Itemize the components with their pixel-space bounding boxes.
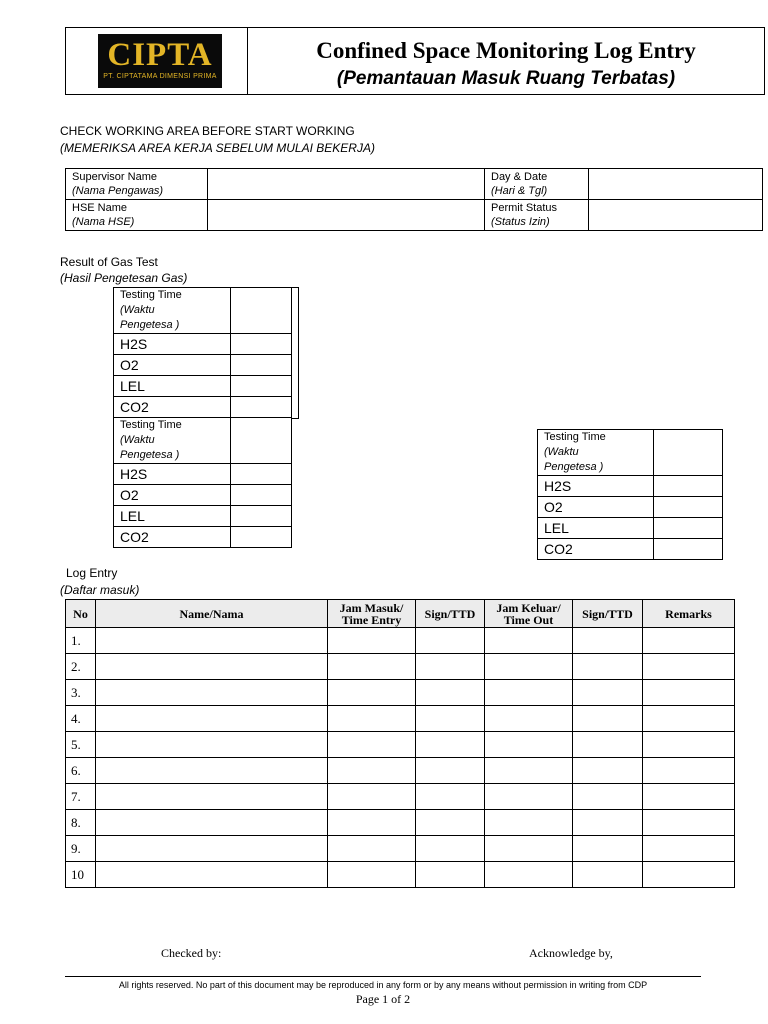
info-row-supervisor [66,169,763,200]
time-entry-field[interactable] [328,862,416,888]
co2-value-field[interactable] [654,539,723,560]
name-field[interactable] [96,706,328,732]
h2s-value-field[interactable] [654,476,723,497]
gas-label-co2: CO2 [538,539,654,560]
col-remarks-header: Remarks [643,600,735,628]
gas-row [114,506,292,527]
document-header [65,27,765,95]
remarks-field[interactable] [643,680,735,706]
table-row [66,732,735,758]
sign-out-field[interactable] [573,680,643,706]
table-row [66,784,735,810]
time-out-field[interactable] [485,758,573,784]
gas-label-co2: CO2 [114,397,231,418]
remarks-field[interactable] [643,758,735,784]
gas-label-lel: LEL [114,376,231,397]
sign-out-field[interactable] [573,654,643,680]
table-row [66,706,735,732]
check-heading-translation: (MEMERIKSA AREA KERJA SEBELUM MULAI BEKERJA) [60,141,375,155]
permit-label: Permit Status [491,202,558,214]
table-row [66,628,735,654]
remarks-field[interactable] [643,654,735,680]
gas-test-table-1 [113,287,292,418]
gas-label-o2: O2 [114,485,231,506]
col-time-out-header [485,600,573,628]
gas-label-o2: O2 [538,497,654,518]
remarks-field[interactable] [643,810,735,836]
gas-row [114,355,292,376]
gas-row-testing-time [538,430,723,476]
gas-label-lel: LEL [538,518,654,539]
name-field[interactable] [96,628,328,654]
name-field[interactable] [96,758,328,784]
time-out-field[interactable] [485,654,573,680]
gas-test-table-2 [113,417,292,548]
gas-label-co2: CO2 [114,527,231,548]
gas-row-testing-time [114,288,292,334]
time-out-field[interactable] [485,784,573,810]
permit-label-cell [485,200,589,231]
name-field[interactable] [96,810,328,836]
co2-value-field[interactable] [231,397,292,418]
log-entry-heading: Log Entry [66,566,118,580]
row-number: 6. [66,758,96,784]
sign-out-field[interactable] [573,862,643,888]
time-entry-field[interactable] [328,784,416,810]
company-logo [98,34,222,88]
name-field[interactable] [96,862,328,888]
gas-row [114,527,292,548]
row-number: 8. [66,810,96,836]
gas-label-o2: O2 [114,355,231,376]
gas-row [114,376,292,397]
logo-subtext: PT. CIPTATAMA DIMENSI PRIMA [103,73,217,80]
testing-time-label [114,288,231,334]
remarks-field[interactable] [643,706,735,732]
table-row [66,862,735,888]
document-subtitle: (Pemantauan Masuk Ruang Terbatas) [336,68,676,89]
testing-time-value-field[interactable] [654,430,723,476]
gas-label-h2s: H2S [114,334,231,355]
table-row [66,836,735,862]
col-jam-keluar-text: Jam Keluar/ [496,600,561,615]
gas-test-heading: Result of Gas Test [60,255,158,269]
lel-value-field[interactable] [654,518,723,539]
gas-label-h2s: H2S [538,476,654,497]
row-number: 4. [66,706,96,732]
row-number: 10 [66,862,96,888]
permit-value-field[interactable] [589,200,763,231]
time-out-field[interactable] [485,732,573,758]
sign-entry-field[interactable] [416,706,485,732]
sign-out-field[interactable] [573,810,643,836]
row-number: 9. [66,836,96,862]
row-number: 5. [66,732,96,758]
supervisor-label: Supervisor Name [72,171,157,183]
testing-time-translation: (Waktu [544,446,579,458]
time-out-field[interactable] [485,810,573,836]
log-header-row [66,600,735,628]
gas-row-testing-time [114,418,292,464]
time-out-field[interactable] [485,680,573,706]
footer-rights-text: All rights reserved. No part of this document may be reproduced in any form or by any means without permission in writing from CDP [118,980,648,990]
testing-time-translation-cont: Pengetesa ) [120,449,180,461]
h2s-value-field[interactable] [231,464,292,485]
sign-out-field[interactable] [573,836,643,862]
row-number: 1. [66,628,96,654]
gas-label-lel: LEL [114,506,231,527]
hse-label: HSE Name [72,202,128,214]
remarks-field[interactable] [643,784,735,810]
row-number: 2. [66,654,96,680]
sign-out-field[interactable] [573,758,643,784]
gas-test-subheading: (Hasil Pengetesan Gas) [60,271,188,285]
time-out-field[interactable] [485,862,573,888]
col-sign-entry-header: Sign/TTD [416,600,485,628]
time-entry-field[interactable] [328,706,416,732]
log-body [66,628,735,888]
day-label-cell [485,169,589,200]
name-field[interactable] [96,732,328,758]
testing-time-translation-cont: Pengetesa ) [544,461,604,473]
log-entry-subheading: (Daftar masuk) [60,583,140,597]
time-entry-field[interactable] [328,836,416,862]
testing-time-translation: (Waktu [120,304,155,316]
co2-value-field[interactable] [231,527,292,548]
testing-time-translation: (Waktu [120,434,155,446]
sign-out-field[interactable] [573,628,643,654]
testing-time-label [538,430,654,476]
time-out-field[interactable] [485,836,573,862]
testing-time-translation-cont: Pengetesa ) [120,319,180,331]
sign-entry-field[interactable] [416,784,485,810]
sign-out-field[interactable] [573,784,643,810]
testing-time-text: Testing Time [120,289,182,301]
col-jam-masuk-text: Jam Masuk/ [339,600,404,615]
remarks-field[interactable] [643,862,735,888]
testing-time-text: Testing Time [120,419,182,431]
footer-divider [65,976,701,977]
log-entry-table [65,599,735,888]
time-entry-field[interactable] [328,654,416,680]
gas-test-table-3 [537,429,723,560]
sign-entry-field[interactable] [416,628,485,654]
h2s-value-field[interactable] [231,334,292,355]
sign-entry-field[interactable] [416,836,485,862]
gas-row [114,334,292,355]
remarks-field[interactable] [643,732,735,758]
hse-value-field[interactable] [208,200,485,231]
sign-entry-field[interactable] [416,680,485,706]
sign-entry-field[interactable] [416,810,485,836]
time-entry-field[interactable] [328,810,416,836]
gas-row [114,464,292,485]
col-time-entry-text: Time Entry [341,612,402,627]
check-heading: CHECK WORKING AREA BEFORE START WORKING [60,124,355,138]
time-entry-field[interactable] [328,732,416,758]
col-sign-out-header: Sign/TTD [573,600,643,628]
sign-entry-field[interactable] [416,862,485,888]
day-label: Day & Date [491,171,548,183]
logo-cell [66,28,248,94]
gas-row [538,539,723,560]
lel-value-field[interactable] [231,506,292,527]
supervisor-label-cell [66,169,208,200]
testing-time-value-field[interactable] [231,418,292,464]
gas-row [114,485,292,506]
gas-table-1-extra-column [291,287,299,419]
col-time-entry-header [328,600,416,628]
time-entry-field[interactable] [328,680,416,706]
info-row-hse [66,200,763,231]
col-no-header: No [66,600,96,628]
hse-label-cell [66,200,208,231]
time-out-field[interactable] [485,628,573,654]
testing-time-value-field[interactable] [231,288,292,334]
gas-row [538,518,723,539]
logo-text: CIPTA [107,37,213,73]
name-field[interactable] [96,654,328,680]
testing-time-text: Testing Time [544,431,606,443]
time-out-field[interactable] [485,706,573,732]
table-row [66,810,735,836]
sign-entry-field[interactable] [416,758,485,784]
sign-out-field[interactable] [573,732,643,758]
name-field[interactable] [96,784,328,810]
page-number: Page 1 of 2 [355,992,411,1006]
testing-time-label [114,418,231,464]
permit-sublabel: (Status Izin) [491,216,550,228]
checked-by-label: Checked by: [161,946,222,960]
document-title: Confined Space Monitoring Log Entry [316,38,696,63]
name-field[interactable] [96,836,328,862]
table-row [66,680,735,706]
table-row [66,758,735,784]
info-table [65,168,763,231]
table-row [66,654,735,680]
gas-row [538,476,723,497]
supervisor-sublabel: (Nama Pengawas) [72,185,164,197]
hse-sublabel: (Nama HSE) [72,216,135,228]
day-sublabel: (Hari & Tgl) [491,185,548,197]
lel-value-field[interactable] [231,376,292,397]
gas-row [114,397,292,418]
gas-label-h2s: H2S [114,464,231,485]
row-number: 3. [66,680,96,706]
sign-entry-field[interactable] [416,654,485,680]
sign-entry-field[interactable] [416,732,485,758]
remarks-field[interactable] [643,836,735,862]
name-field[interactable] [96,680,328,706]
time-entry-field[interactable] [328,758,416,784]
remarks-field[interactable] [643,628,735,654]
gas-row [538,497,723,518]
acknowledge-by-label: Acknowledge by, [529,946,613,960]
day-value-field[interactable] [589,169,763,200]
supervisor-value-field[interactable] [208,169,485,200]
o2-value-field[interactable] [231,355,292,376]
col-time-out-text: Time Out [503,612,554,627]
o2-value-field[interactable] [654,497,723,518]
col-name-header: Name/Nama [96,600,328,628]
sign-out-field[interactable] [573,706,643,732]
row-number: 7. [66,784,96,810]
time-entry-field[interactable] [328,628,416,654]
o2-value-field[interactable] [231,485,292,506]
